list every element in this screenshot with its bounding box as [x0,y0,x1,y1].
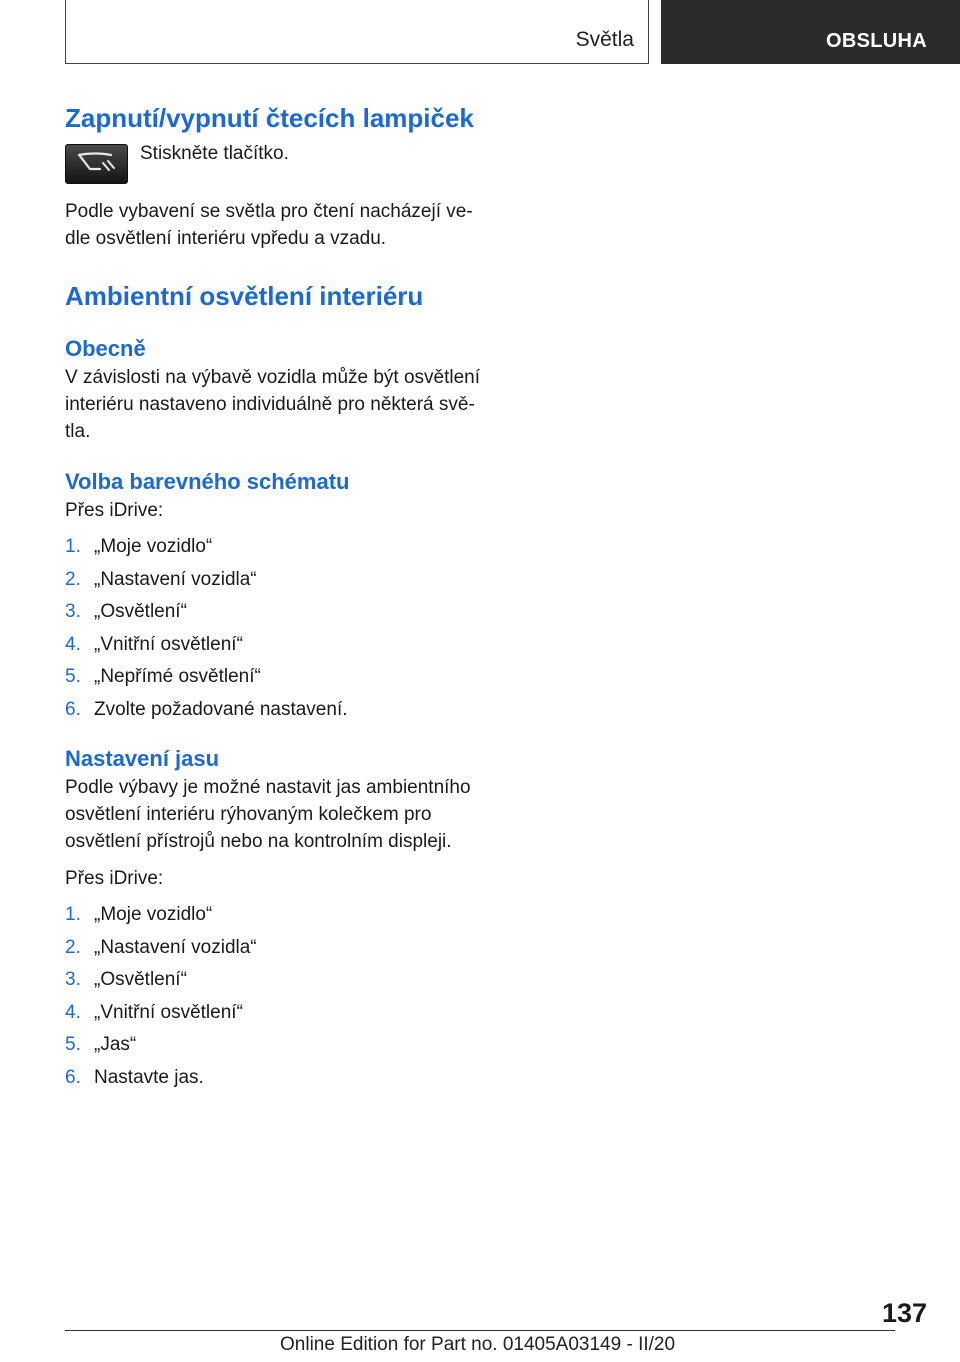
list-item: 3. „Osvětlení“ [65,601,187,622]
list-item: 2. „Nastavení vozidla“ [65,568,257,590]
list-item: 2. „Nastavení vozidla“ [65,936,257,958]
section-reading-lamps-title: Zapnutí/vypnutí čtecích lampiček [65,103,474,133]
brightness-body: Podle výbavy je možné nastavit jas ambientního osvětlení interiéru rýhovaným kolečkem pro osvětlení přístrojů nebo na kontrolním displeji. [65,777,471,852]
list-item: 4. „Vnitřní osvětlení“ [65,1001,243,1023]
footer-divider [65,1330,895,1331]
list-item: 5. „Nepřímé osvětlení“ [65,666,261,687]
color-scheme-steps [65,531,485,726]
list-item: 1. „Moje vozidlo“ [65,536,213,557]
header-section-box [65,0,649,64]
reading-lamp-icon [65,144,128,184]
list-item: 6. Zvolte požadované nastavení. [65,698,348,720]
list-item: 6. Nastavte jas. [65,1066,204,1088]
brightness-subtitle: Nastavení jasu [65,746,220,771]
general-subtitle: Obecně [65,336,146,361]
brightness-intro: Přes iDrive: [65,868,164,889]
page-number: 137 [881,1298,927,1328]
list-item: 3. „Osvětlení“ [65,969,187,990]
section-ambient-title: Ambientní osvětlení interiéru [65,281,424,311]
header-chapter-title: OBSLUHA [826,30,927,52]
header-chapter-tab [661,0,960,64]
color-scheme-intro: Přes iDrive: [65,500,164,521]
page-content [65,100,485,1094]
list-item: 4. „Vnitřní osvětlení“ [65,633,243,655]
list-item: 1. „Moje vozidlo“ [65,904,213,925]
footer-edition: Online Edition for Part no. 01405A03149 - II/20 [280,1334,676,1355]
general-body: V závislosti na výbavě vozidla může být osvětlení interiéru nastaveno individuálně pro některá svě- tla. [65,367,481,442]
reading-lamps-body: Podle vybavení se světla pro čtení nacházejí ve- dle osvětlení interiéru vpředu a vzadu. [65,201,473,249]
button-instruction: Stiskněte tlačítko. [140,143,289,164]
list-item: 5. „Jas“ [65,1034,137,1055]
color-scheme-subtitle: Volba barevného schématu [65,469,350,494]
brightness-steps [65,899,485,1094]
reading-lamp-instruction [65,144,485,184]
header-section-title: Světla [575,28,634,51]
